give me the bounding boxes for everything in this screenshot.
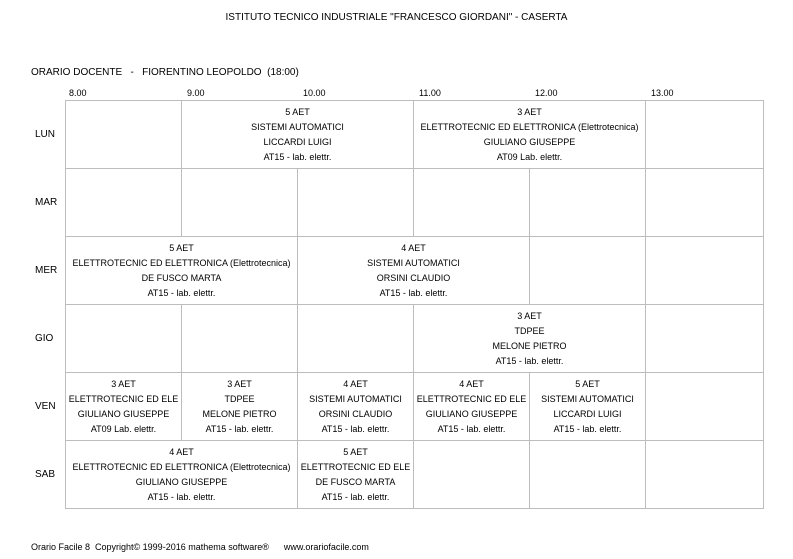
class-label: 4 AET: [343, 378, 368, 389]
room-label: AT09 Lab. elettr.: [90, 423, 157, 434]
lesson-cell[interactable]: [182, 101, 414, 169]
empty-cell: [66, 101, 182, 169]
empty-cell: [66, 169, 182, 237]
hour-label: 10.00: [303, 88, 326, 98]
lesson-cell[interactable]: [298, 373, 414, 441]
class-label: 3 AET: [517, 106, 542, 117]
lesson-cell[interactable]: [298, 441, 414, 509]
day-row: [66, 373, 764, 441]
lesson-cell[interactable]: [66, 237, 298, 305]
subject-label: SISTEMI AUTOMATICI: [251, 121, 344, 132]
lesson-cell[interactable]: [414, 373, 530, 441]
room-label: AT15 - lab. elettr.: [147, 287, 216, 298]
class-label: 4 AET: [401, 242, 426, 253]
subject-label: ELETTROTECNIC ED ELETTRONICA (Elettrotecnica): [72, 461, 291, 472]
teacher-label: LICCARDI LUIGI: [553, 408, 622, 419]
room-label: AT15 - lab. elettr.: [205, 423, 274, 434]
lesson-cell[interactable]: [66, 441, 298, 509]
school-title: ISTITUTO TECNICO INDUSTRIALE "FRANCESCO GIORDANI" - CASERTA: [225, 12, 568, 23]
subject-label: ELETTROTECNIC ED ELE: [300, 461, 411, 472]
lesson-cell[interactable]: [298, 237, 530, 305]
lesson-cell[interactable]: [182, 373, 298, 441]
class-label: 5 AET: [343, 446, 368, 457]
empty-cell: [182, 169, 298, 237]
empty-cell: [646, 237, 764, 305]
room-label: AT15 - lab. elettr.: [495, 355, 564, 366]
class-label: 5 AET: [575, 378, 600, 389]
room-label: AT09 Lab. elettr.: [496, 151, 563, 162]
empty-cell: [646, 169, 764, 237]
empty-cell: [646, 101, 764, 169]
teacher-label: LICCARDI LUIGI: [263, 136, 332, 147]
teacher-label: DE FUSCO MARTA: [141, 272, 222, 283]
empty-cell: [414, 169, 530, 237]
lesson-cell[interactable]: [530, 373, 646, 441]
teacher-label: MELONE PIETRO: [492, 340, 567, 351]
room-label: AT15 - lab. elettr.: [147, 491, 216, 502]
class-label: 3 AET: [111, 378, 136, 389]
subject-label: TDPEE: [514, 325, 545, 336]
subject-label: SISTEMI AUTOMATICI: [309, 393, 402, 404]
empty-cell: [646, 305, 764, 373]
hour-label: 8.00: [69, 88, 87, 98]
hour-label: 11.00: [419, 88, 441, 98]
copyright-footer: Orario Facile 8 Copyright© 1999-2016 mathema software® www.orariofacile.com: [31, 542, 369, 552]
teacher-label: ORSINI CLAUDIO: [318, 408, 393, 419]
room-label: AT15 - lab. elettr.: [379, 287, 448, 298]
subject-label: ELETTROTECNIC ED ELETTRONICA (Elettrotecnica): [420, 121, 639, 132]
day-label-ven: VEN: [35, 401, 56, 412]
timetable-grid: [65, 100, 764, 509]
subject-label: ELETTROTECNIC ED ELE: [68, 393, 179, 404]
empty-cell: [646, 373, 764, 441]
day-row: [66, 237, 764, 305]
teacher-label: GIULIANO GIUSEPPE: [77, 408, 170, 419]
day-label-sab: SAB: [35, 469, 56, 480]
lesson-cell[interactable]: [66, 373, 182, 441]
teacher-label: GIULIANO GIUSEPPE: [483, 136, 576, 147]
hour-label: 13.00: [651, 88, 674, 98]
subject-label: ELETTROTECNIC ED ELETTRONICA (Elettrotecnica): [72, 257, 291, 268]
empty-cell: [414, 441, 530, 509]
class-label: 5 AET: [169, 242, 194, 253]
room-label: AT15 - lab. elettr.: [321, 423, 390, 434]
empty-cell: [66, 305, 182, 373]
class-label: 4 AET: [459, 378, 484, 389]
room-label: AT15 - lab. elettr.: [553, 423, 622, 434]
room-label: AT15 - lab. elettr.: [263, 151, 332, 162]
day-row: [66, 169, 764, 237]
lesson-cell[interactable]: [414, 101, 646, 169]
class-label: 5 AET: [285, 106, 310, 117]
day-row: [66, 305, 764, 373]
room-label: AT15 - lab. elettr.: [321, 491, 390, 502]
lesson-cell[interactable]: [414, 305, 646, 373]
empty-cell: [298, 305, 414, 373]
empty-cell: [298, 169, 414, 237]
subject-label: SISTEMI AUTOMATICI: [541, 393, 634, 404]
day-label-mar: MAR: [35, 197, 58, 208]
day-label-lun: LUN: [35, 129, 56, 140]
hour-label: 9.00: [187, 88, 205, 98]
class-label: 4 AET: [169, 446, 194, 457]
day-row: [66, 101, 764, 169]
teacher-label: GIULIANO GIUSEPPE: [425, 408, 518, 419]
subject-label: ELETTROTECNIC ED ELE: [416, 393, 527, 404]
day-row: [66, 441, 764, 509]
day-label-gio: GIO: [35, 333, 54, 344]
empty-cell: [530, 237, 646, 305]
hour-label: 12.00: [535, 88, 558, 98]
teacher-schedule-heading: ORARIO DOCENTE - FIORENTINO LEOPOLDO (18:00): [31, 67, 299, 78]
class-label: 3 AET: [517, 310, 542, 321]
class-label: 3 AET: [227, 378, 252, 389]
teacher-label: DE FUSCO MARTA: [315, 476, 396, 487]
empty-cell: [530, 169, 646, 237]
subject-label: SISTEMI AUTOMATICI: [367, 257, 460, 268]
teacher-label: GIULIANO GIUSEPPE: [135, 476, 228, 487]
empty-cell: [530, 441, 646, 509]
teacher-label: ORSINI CLAUDIO: [376, 272, 451, 283]
empty-cell: [646, 441, 764, 509]
day-label-mer: MER: [35, 265, 58, 276]
subject-label: TDPEE: [224, 393, 255, 404]
empty-cell: [182, 305, 298, 373]
room-label: AT15 - lab. elettr.: [437, 423, 506, 434]
teacher-label: MELONE PIETRO: [202, 408, 277, 419]
